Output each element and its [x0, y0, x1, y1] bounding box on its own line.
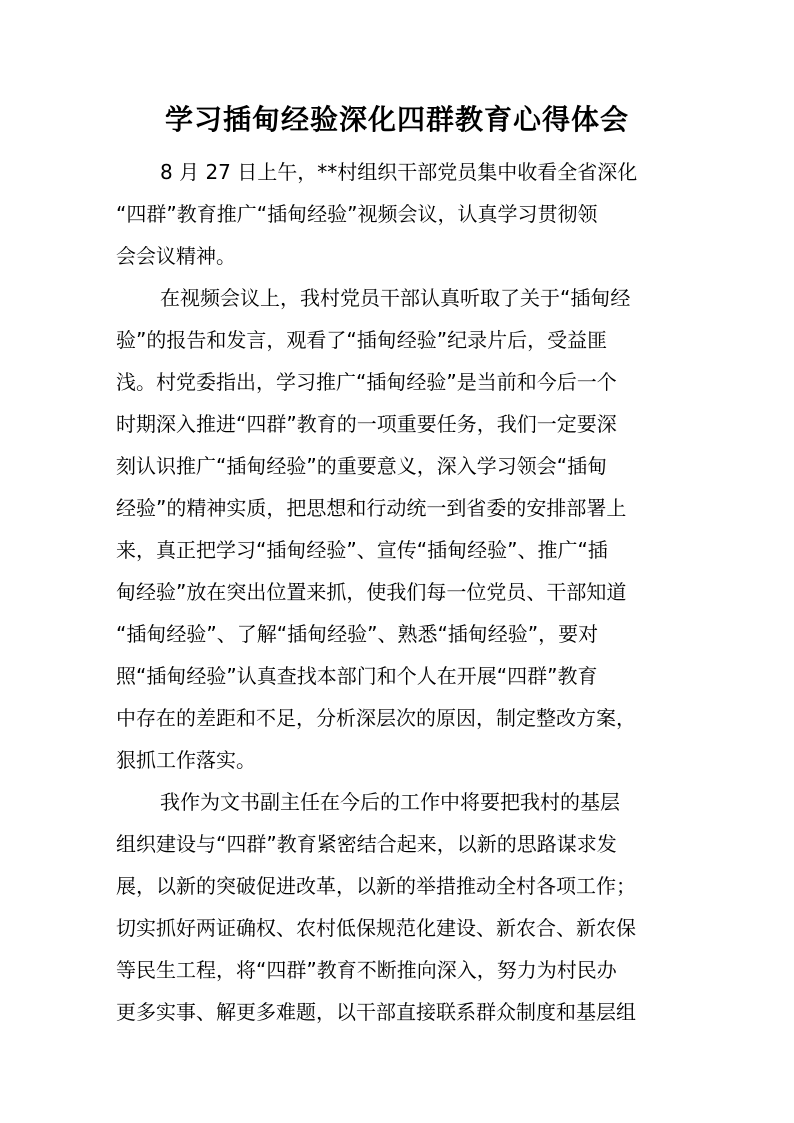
body-line: “插甸经验”、了解“插甸经验”、熟悉“插甸经验”，要对: [116, 622, 599, 646]
body-line: 8 月 27 日上午，**村组织干部党员集中收看全省深化: [160, 160, 638, 184]
body-line: 狠抓工作落实。: [116, 748, 256, 772]
body-line: 展，以新的突破促进改革，以新的举措推动全村各项工作；: [116, 874, 636, 898]
body-line: 在视频会议上，我村党员干部认真听取了关于“插甸经: [160, 286, 631, 310]
body-line: 时期深入推进“四群”教育的一项重要任务，我们一定要深: [116, 412, 617, 436]
body-line: 中存在的差距和不足，分析深层次的原因，制定整改方案，: [116, 706, 636, 730]
body-line: 照“插甸经验”认真查找本部门和个人在开展“四群”教育: [116, 664, 598, 688]
body-line: 浅。村党委指出，学习推广“插甸经验”是当前和今后一个: [116, 370, 617, 394]
body-line: 我作为文书副主任在今后的工作中将要把我村的基层: [160, 790, 620, 814]
body-line: 来，真正把学习“插甸经验”、宣传“插甸经验”、推广“插: [116, 538, 608, 562]
body-line: 组织建设与“四群”教育紧密结合起来，以新的思路谋求发: [116, 832, 617, 856]
body-line: 更多实事、解更多难题，以干部直接联系群众制度和基层组: [116, 1000, 636, 1024]
body-line: 会会议精神。: [116, 244, 236, 268]
body-line: 切实抓好两证确权、农村低保规范化建设、新农合、新农保: [116, 916, 636, 940]
body-line: “四群”教育推广“插甸经验”视频会议，认真学习贯彻领: [116, 202, 598, 226]
body-line: 甸经验”放在突出位置来抓，使我们每一位党员、干部知道: [116, 580, 627, 604]
body-line: 验”的报告和发言，观看了“插甸经验”纪录片后，受益匪: [116, 328, 608, 352]
document-title: 学习插甸经验深化四群教育心得体会: [164, 103, 629, 136]
body-line: 刻认识推广“插甸经验”的重要意义，深入学习领会“插甸: [116, 454, 608, 478]
body-line: 等民生工程，将“四群”教育不断推向深入，努力为村民办: [116, 958, 617, 982]
body-line: 经验”的精神实质，把思想和行动统一到省委的安排部署上: [116, 496, 627, 520]
